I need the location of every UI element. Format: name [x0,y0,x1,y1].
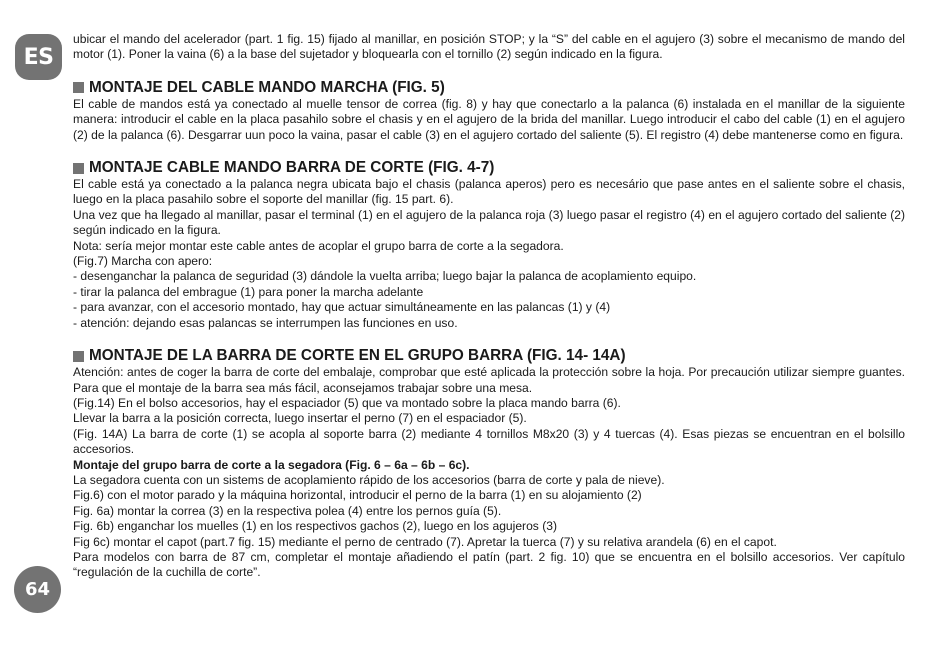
list-item: - tirar la palanca del embrague (1) para poner la marcha adelante [73,284,424,299]
bullet-square-icon [73,351,84,362]
list-item: - para avanzar, con el accesorio montado, hay que actuar simultáneamente en las palancas (1) y (4) [73,300,611,315]
language-tab: ES [15,34,62,80]
section-heading [73,79,905,97]
paragraph: Fig. 6b) enganchar los muelles (1) en los respectivos gachos (2), luego en los agujeros (3) [73,519,557,534]
paragraph: Para modelos con barra de 87 cm, completar el montaje añadiendo el patín (part. 2 fig. 10) que se encuentra en el bolsillo accesorios. Ver capítulo “regulación de la cuchilla de corte”. [73,549,905,580]
list-item: - desenganchar la palanca de seguridad (3) dándole la vuelta arriba; luego bajar la palanca de acoplamiento equipo. [73,269,697,284]
paragraph: Llevar la barra a la posición correcta, luego insertar el perno (7) en el espaciador (5). [73,411,527,426]
section-cable-marcha [73,79,905,143]
paragraph: (Fig. 14A) La barra de corte (1) se acopla al soporte barra (2) mediante 4 tornillos M8x20 (3) y 4 tuercas (4). Esas piezas se encuentran en el bolsillo accesorios. [73,426,905,457]
intro-paragraph: ubicar el mando del acelerador (part. 1 fig. 15) fijado al manillar, en posición STOP; y la “S” del cable en el agujero (3) sobre el mecanismo de mando del motor (1). Poner la vaina (6) a la base del sujetador y bloquearla con el tornillo (2) según indicado en la figura. [73,32,905,62]
subheading: Montaje del grupo barra de corte a la segadora (Fig. 6 – 6a – 6b – 6c). [73,457,470,472]
section-barra-corte-grupo [73,347,905,581]
section-title: MONTAJE DEL CABLE MANDO MARCHA (FIG. 5) [89,78,445,96]
section-heading [73,347,905,365]
paragraph: Fig.6) con el motor parado y la máquina horizontal, introducir el perno de la barra (1) en su alojamiento (2) [73,488,642,503]
section-heading [73,159,905,177]
paragraph: Nota: sería mejor montar este cable antes de acoplar el grupo barra de corte a la segadora. [73,238,564,253]
paragraph: Fig 6c) montar el capot (part.7 fig. 15) mediante el perno de centrado (7). Apretar la tuerca (7) y su relativa arandela (6) en el capot. [73,534,777,549]
paragraph: Fig. 6a) montar la correa (3) en la respectiva polea (4) entre los pernos guía (5). [73,503,502,518]
paragraph: (Fig.7) Marcha con apero: [73,254,213,269]
paragraph: (Fig.14) En el bolso accesorios, hay el espaciador (5) que va montado sobre la placa mando barra (6). [73,395,621,410]
paragraph: Una vez que ha llegado al manillar, pasar el terminal (1) en el agujero de la palanca roja (3) luego pasar el registro (4) en el agujero cortado del saliente (2) según indicado en la figura. [73,207,905,238]
paragraph: El cable de mandos está ya conectado al muelle tensor de correa (fig. 8) y hay que conectarlo a la palanca (6) instalada en el manillar de la siguiente manera: introducir el cable en la placa pasahilo sobre el chasis y en el agujero de la brida del manillar. Luego introducir el cabo del cable (1) en el agujero (2) de la palanca (6). Desgarrar uun poco la vaina, pasar el cable (3) en el agujero cortado del saliente (5). El registro (4) debe mantenerse como en figura. [73,96,905,142]
paragraph: La segadora cuenta con un sistems de acoplamiento rápido de los accesorios (barra de corte y pala de nieve). [73,472,665,487]
list-item: - atención: dejando esas palancas se interrumpen las funciones en uso. [73,315,458,330]
bullet-square-icon [73,82,84,93]
page-content [73,32,905,581]
paragraph: Atención: antes de coger la barra de corte del embalaje, comprobar que esté aplicada la protección sobre la hoja. Por precaución utilizar siempre guantes. Para que el montaje de la barra sea más fácil, aconsejamos trabajar sobre una mesa. [73,365,905,395]
paragraph: El cable está ya conectado a la palanca negra ubicata bajo el chasis (palanca aperos) pero es necesário que pase antes en el saliente sobre el chasis, luego en la placa pasahilo sobre el soporte del manillar (fig. 15 part. 6). [73,177,905,207]
section-title: MONTAJE DE LA BARRA DE CORTE EN EL GRUPO BARRA (FIG. 14- 14A) [89,347,626,365]
section-title: MONTAJE CABLE MANDO BARRA DE CORTE (FIG. 4-7) [89,159,495,177]
section-cable-barra-corte [73,159,905,331]
page-number: 64 [14,566,61,613]
bullet-square-icon [73,163,84,174]
